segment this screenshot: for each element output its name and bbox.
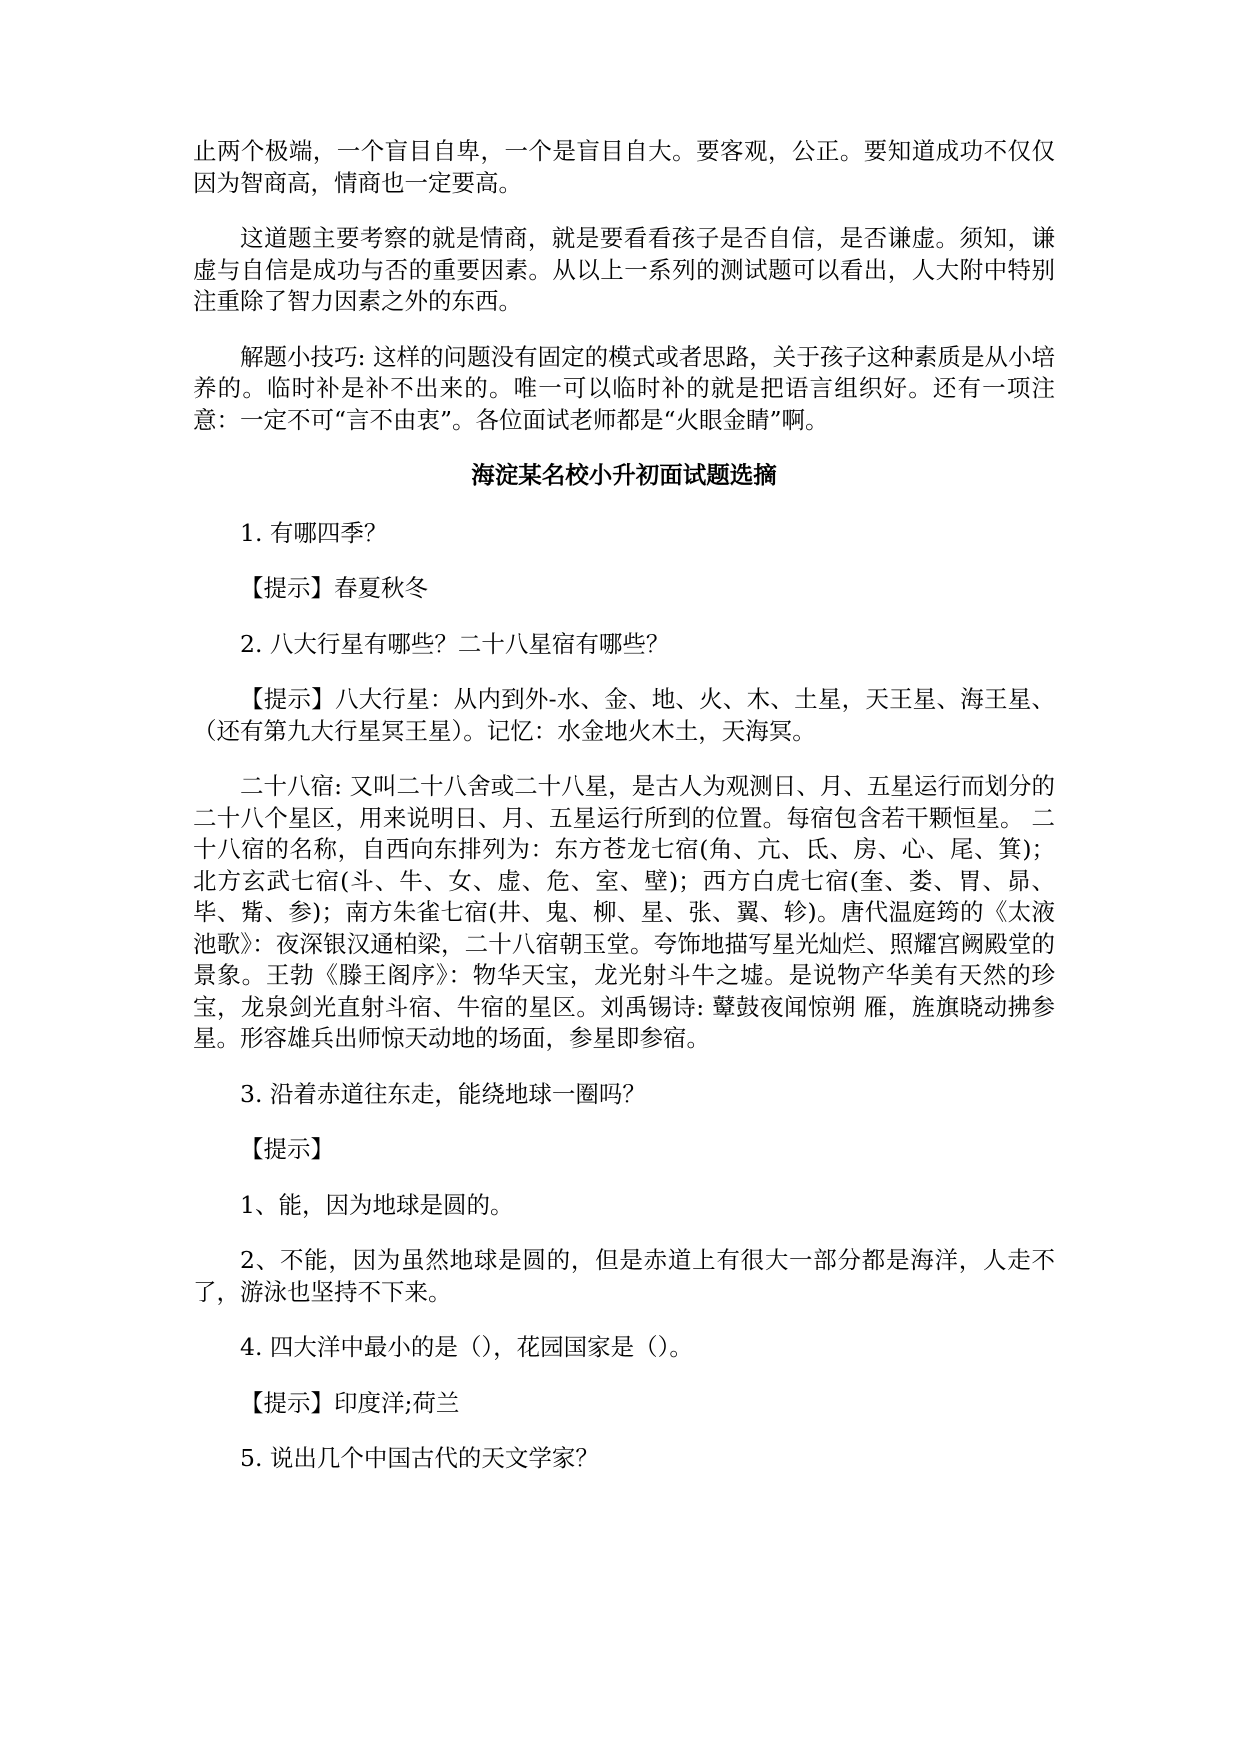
paragraph-analysis: 这道题主要考察的就是情商，就是要看看孩子是否自信，是否谦虚。须知，谦虚与自信是成功与否的重要因素。从以上一系列的测试题可以看出，人大附中特别注重除了智力因素之外的东西。 [193,224,1055,315]
question-5: 5. 说出几个中国古代的天文学家？ [240,1444,599,1472]
hint-2: 【提示】八大行星：从内到外-水、金、地、火、木、土星，天王星、海王星、（还有第九大行星冥王星）。记忆：水金地火木土，天海冥。 [193,685,1055,745]
document-page [193,136,1055,1499]
question-4: 4. 四大洋中最小的是（），花园国家是（）。 [240,1333,693,1361]
paragraph-28-mansions: 二十八宿: 又叫二十八舍或二十八星，是古人为观测日、月、五星运行而划分的二十八个星区，用来说明日、月、五星运行所到的位置。每宿包含若干颗恒星。 二十八宿的名称，自西向东排列为：东方苍龙七宿(角、亢、氐、房、心、尾、箕)；北方玄武七宿(斗、牛、女、虚、危、室、壁)；西方白虎七宿(奎、娄、胃、昴、毕、觜、参)；南方朱雀七宿(井、鬼、柳、星、张、翼、轸)。唐代温庭筠的《太液池歌》：夜深银汉通柏梁，二十八宿朝玉堂。夸饰地描写星光灿烂、照耀宫阙殿堂的景象。王勃《滕王阁序》：物华天宝，龙光射斗牛之墟。是说物产华美有天然的珍宝，龙泉剑光直射斗宿、牛宿的星区。刘禹锡诗: 鼙鼓夜闻惊朔 雁，旌旗晓动拂参星。形容雄兵出师惊天动地的场面，参星即参宿。 [193,772,1055,1052]
hint-1: 【提示】春夏秋冬 [240,574,428,602]
paragraph-continuation: 止两个极端，一个盲目自卑，一个是盲目自大。要客观，公正。要知道成功不仅仅因为智商高，情商也一定要高。 [193,137,1055,197]
hint-3-answer-2: 2、不能，因为虽然地球是圆的，但是赤道上有很大一部分都是海洋，人走不了，游泳也坚持不下来。 [193,1246,1055,1306]
hint-4: 【提示】印度洋;荷兰 [240,1388,460,1417]
section-heading: 海淀某名校小升初面试题选摘 [471,461,777,489]
question-1: 1. 有哪四季？ [240,518,388,547]
paragraph-tips: 解题小技巧: 这样的问题没有固定的模式或者思路，关于孩子这种素质是从小培养的。临时补是补不出来的。唯一可以临时补的就是把语言组织好。还有一项注意：一定不可“言不由衷”。各位面试老师都是“火眼金睛”啊。 [193,342,1055,434]
question-2: 2. 八大行星有哪些？二十八星宿有哪些？ [240,629,670,658]
question-3: 3. 沿着赤道往东走，能绕地球一圈吗？ [240,1079,646,1108]
hint-3-answer-1: 1、能，因为地球是圆的。 [240,1190,514,1219]
hint-3-label: 【提示】 [240,1135,334,1163]
